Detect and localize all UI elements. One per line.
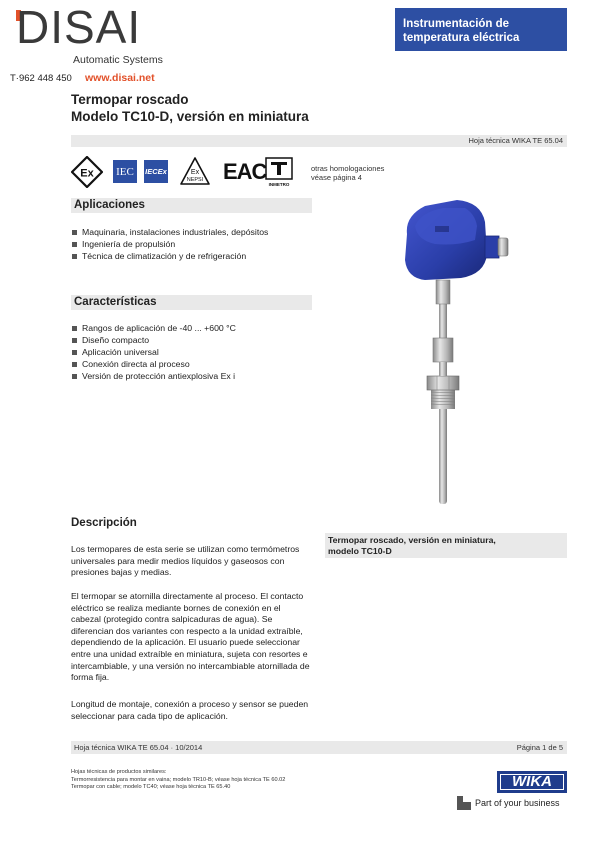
applications-heading: Aplicaciones	[71, 198, 312, 213]
list-item: Rangos de aplicación de -40 ... +600 °C	[71, 322, 236, 334]
footer-bar	[71, 741, 567, 754]
product-image	[395, 196, 520, 508]
footer-sheet-ref: Hoja técnica WIKA TE 65.04 · 10/2014	[74, 743, 203, 752]
category-banner	[395, 8, 567, 51]
tagline: Part of your business	[475, 798, 560, 808]
description-paragraph: Longitud de montaje, conexión a proceso y sensor se pueden seleccionar para cada tipo de aplicación.	[71, 699, 309, 721]
iec-icon: IEC	[113, 160, 137, 183]
other-approvals-line-2: véase página 4	[311, 173, 362, 182]
wika-logo-text: WIKA	[500, 774, 564, 790]
page-subtitle: Modelo TC10-D, versión en miniatura	[71, 109, 309, 124]
description-heading: Descripción	[71, 517, 137, 529]
cable-gland	[498, 238, 508, 256]
similar-product-2: Termopar con cable; modelo TC40; véase hoja técnica TE 65.40	[71, 784, 231, 790]
disai-logo: DISAI	[16, 1, 142, 53]
list-item: Aplicación universal	[71, 346, 236, 358]
contact-website[interactable]: www.disai.net	[85, 72, 155, 84]
list-item: Diseño compacto	[71, 334, 236, 346]
list-item: Conexión directa al proceso	[71, 358, 236, 370]
inmetro-icon	[264, 156, 294, 188]
page-number: Página 1 de 5	[516, 743, 563, 752]
extension-tube	[439, 304, 447, 338]
description-paragraph: El termopar se atornilla directamente al proceso. El contacto eléctrico se realiza mediante bornes de conexión en el cabezal (protegido contra salpicaduras de agua). Se diferencian dos variantes con respecto a la unidad extraíble, dependiendo de la aplicación. El usuario puede seleccionar entre una unidad extraíble en miniatura, sujeta con resortes e intercambiable, y una versión no intercambiable atornillada de forma fija.	[71, 591, 310, 683]
disai-logo-subtitle: Automatic Systems	[73, 54, 163, 66]
part-of-your-business-icon	[457, 796, 471, 810]
coupling	[433, 338, 453, 362]
product-image-caption	[325, 533, 567, 558]
iecex-icon: IECEx	[144, 160, 168, 183]
other-approvals-note	[311, 164, 384, 182]
page-title: Termopar roscado	[71, 92, 189, 107]
nepsi-icon-top: Ex	[190, 169, 200, 176]
similar-product-1: Termorresistencia para montar en vaina; modelo TR10-B; véase hoja técnica TE 60.02	[71, 776, 286, 783]
sheet-ref-bar	[71, 135, 567, 147]
other-approvals-line-1: otras homologaciones	[311, 164, 385, 173]
list-item: Técnica de climatización y de refrigeración	[71, 250, 268, 262]
banner-line-2: temperatura eléctrica	[403, 32, 520, 44]
nepsi-icon-bottom: NEPSI	[186, 177, 204, 183]
contact-phone: T·962 448 450	[10, 73, 72, 84]
wika-logo	[497, 771, 567, 793]
similar-products-note	[71, 769, 285, 792]
ex-icon	[71, 156, 103, 188]
hex-nut	[427, 376, 459, 390]
similar-products-title: Hojas técnicas de productos similares:	[71, 769, 167, 775]
features-list	[71, 322, 236, 382]
caption-line-2: modelo TC10-D	[328, 546, 392, 556]
banner-line-1: Instrumentación de	[403, 18, 510, 30]
caption-line-1: Termopar roscado, versión en miniatura,	[328, 535, 496, 545]
eac-icon: EAC	[223, 159, 267, 184]
sheet-ref: Hoja técnica WIKA TE 65.04	[468, 136, 563, 145]
list-item: Maquinaria, instalaciones industriales, depósitos	[71, 226, 268, 238]
list-item: Ingeniería de propulsión	[71, 238, 268, 250]
ex-icon-label: Ex	[80, 167, 94, 180]
features-heading: Características	[71, 295, 312, 310]
applications-list	[71, 226, 268, 262]
list-item: Versión de protección antiexplosiva Ex i	[71, 370, 236, 382]
description-paragraph: Los termopares de esta serie se utilizan como termómetros universales para medir medios líquidos y gaseosos con presiones bajas y medias.	[71, 544, 300, 578]
inmetro-icon-label: INMETRO	[268, 182, 290, 187]
nepsi-icon	[179, 156, 211, 188]
